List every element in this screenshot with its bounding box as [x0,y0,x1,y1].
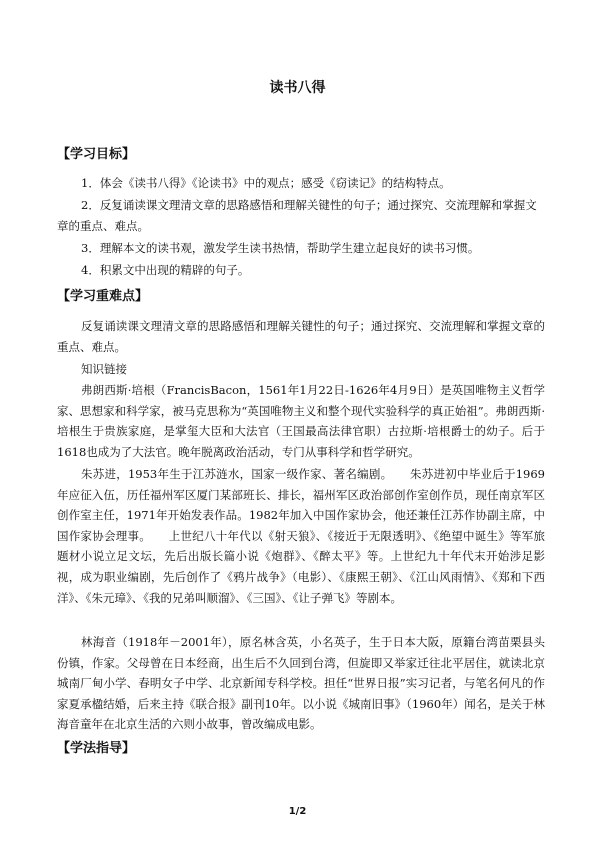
zhu-su-jin-paragraph: 朱苏进，1953年生于江苏涟水，国家一级作家、著名编剧。 朱苏进初中毕业后于1969年应征入伍，历任福州军区厦门某部班长、排长，福州军区政治部创作室创作员，现任南京军区创作室主任，1971年开始发表作品。1982年加入中国作家协会，他还兼任江苏作协副主席，中国作家协会理事。 上世纪八十年代以《射天狼》、《接近于无限透明》、《绝望中诞生》等军旅题材小说立足文坛，先后出版长篇小说《炮群》、《醉太平》等。上世纪九十年代末开始涉足影视，成为职业编剧，先后创作了《鸦片战争》（电影）、《康熙王朝》、《江山风雨情》、《郑和下西洋》、《朱元璋》、《我的兄弟叫顺溜》、《三国》、《让子弹飞》等剧本。 [57,467,545,605]
knowledge-link-label: 知识链接 [81,362,127,376]
page-number: 1/2 [288,806,307,817]
key-difficulties-paragraph: 反复诵读课文理清文章的思路感悟和理解关键性的句子；通过探究、交流理解和掌握文章的重点、难点。 [57,319,545,354]
bacon-paragraph: 弗朗西斯·培根（FrancisBacon，1561年1月22日-1626年4月9日）是英国唯物主义哲学家、思想家和科学家，被马克思称为“英国唯物主义和整个现代实验科学的真正始祖”。弗朗西斯·培根生于贵族家庭，是掌玺大臣和大法官（王国最高法律官职）古拉斯·培根爵士的幼子。后于1618也成为了大法官。晚年脱离政治活动，专门从事科学和哲学研究。 [57,383,545,459]
section-heading-study-method: 【学法指导】 [57,741,136,756]
goal-item-3: 3．理解本文的读书观，激发学生读书热情，帮助学生建立起良好的读书习惯。 [81,241,480,255]
lin-hai-yin-paragraph: 林海音（1918年－2001年），原名林含英，小名英子，生于日本大阪，原籍台湾苗栗县头份镇，作家。父母曾在日本经商，出生后不久回到台湾，但旋即又举家迁往北平居住，就读北京城南厂甸小学、春明女子中学、北京新闻专科学校。担任“世界日报”实习记者，与笔名何凡的作家夏承楹结婚，后来主持《联合报》副刊10年。以小说《城南旧事》（1960年）闻名，是关于林海音童年在北京生活的六则小故事，曾改编成电影。 [57,635,545,732]
section-heading-learning-goals: 【学习目标】 [57,147,136,162]
goal-item-1: 1．体会《读书八得》《论读书》中的观点；感受《窃读记》的结构特点。 [81,176,451,190]
goal-item-2: 2．反复诵读课文理清文章的思路感悟和理解关键性的句子；通过探究、交流理解和掌握文章的重点、难点。 [57,198,537,233]
section-heading-key-difficulties: 【学习重难点】 [57,289,149,304]
document-title: 读书八得 [269,80,326,96]
goal-item-4: 4．积累文中出现的精辟的句子。 [81,263,250,277]
